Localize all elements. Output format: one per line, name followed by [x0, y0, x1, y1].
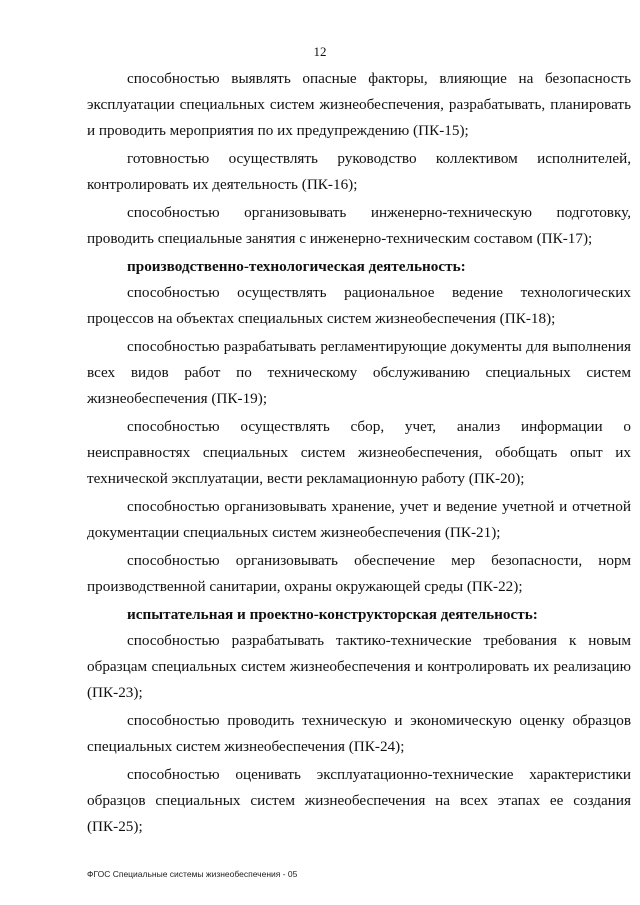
page-footer: ФГОС Специальные системы жизнеобеспечения - 05 [87, 869, 298, 879]
paragraph-pk18: способностью осуществлять рациональное ведение технологических процессов на объектах специальных систем жизнеобеспечения (ПК-18); [87, 284, 631, 327]
paragraph-pk24: способностью проводить техническую и экономическую оценку образцов специальных систем жизнеобеспечения (ПК-24); [87, 712, 631, 755]
paragraph-pk19: способностью разрабатывать регламентирующие документы для выполнения всех видов работ по техническому обслуживанию специальных систем жизнеобеспечения (ПК-19); [87, 338, 631, 407]
paragraph-pk25: способностью оценивать эксплуатационно-технические характеристики образцов специальных систем жизнеобеспечения на всех этапах ее создания (ПК-25); [87, 766, 631, 835]
paragraph-pk15: способностью выявлять опасные факторы, влияющие на безопасность эксплуатации специальных систем жизнеобеспечения, разрабатывать, планировать и проводить мероприятия по их предупреждению (ПК-15); [87, 70, 631, 139]
section-heading-testing: испытательная и проектно-конструкторская деятельность: [127, 606, 538, 623]
section-heading-production: производственно-технологическая деятельность: [127, 258, 466, 275]
page-number: 12 [313, 44, 327, 59]
paragraph-pk21: способностью организовывать хранение, учет и ведение учетной и отчетной документации специальных систем жизнеобеспечения (ПК-21); [87, 498, 631, 541]
paragraph-pk22: способностью организовывать обеспечение мер безопасности, норм производственной санитарии, охраны окружающей среды (ПК-22); [87, 552, 631, 595]
paragraph-pk20: способностью осуществлять сбор, учет, анализ информации о неисправностях специальных систем жизнеобеспечения, обобщать опыт их технической эксплуатации, вести рекламационную работу (ПК-20); [87, 418, 631, 487]
paragraph-pk17: способностью организовывать инженерно-техническую подготовку, проводить специальные занятия с инженерно-техническим составом (ПК-17); [87, 204, 631, 247]
paragraph-pk23: способностью разрабатывать тактико-технические требования к новым образцам специальных систем жизнеобеспечения и контролировать их реализацию (ПК-23); [87, 632, 631, 701]
paragraph-pk16: готовностью осуществлять руководство коллективом исполнителей, контролировать их деятельность (ПК-16); [87, 150, 631, 193]
document-body [87, 66, 631, 840]
